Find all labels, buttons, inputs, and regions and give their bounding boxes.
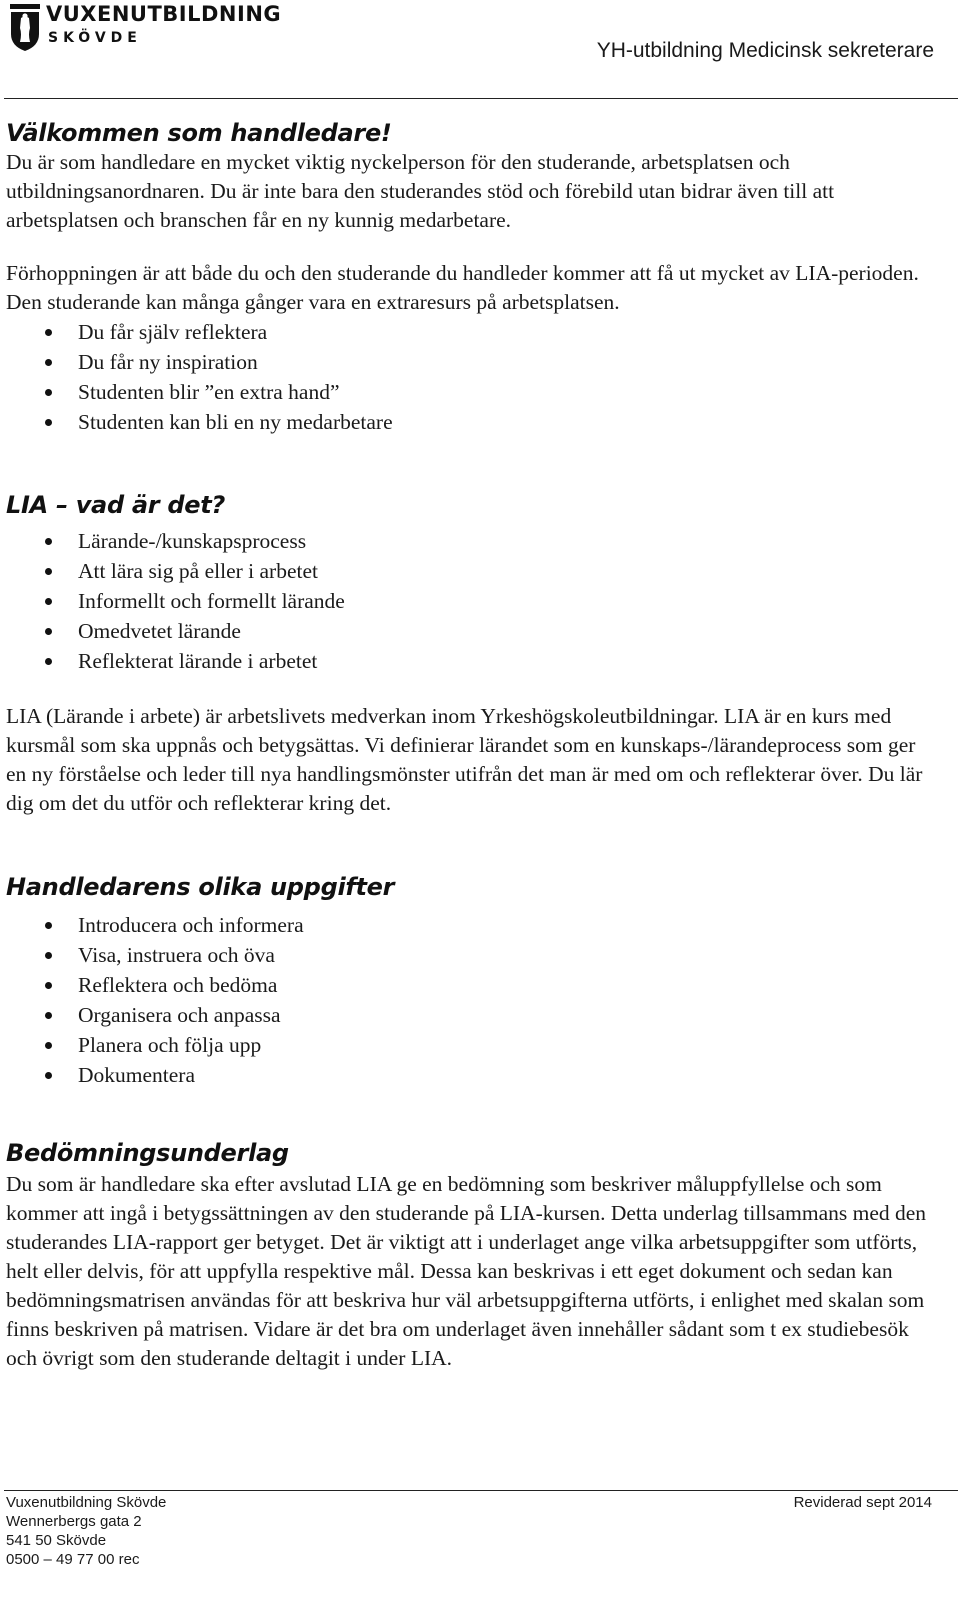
footer-phone: 0500 – 49 77 00 rec bbox=[6, 1551, 140, 1568]
tasks-list bbox=[6, 910, 936, 1090]
list-item: Omedvetet lärande bbox=[6, 616, 936, 646]
list-item: Lärande-/kunskapsprocess bbox=[6, 526, 936, 556]
footer-organization: Vuxenutbildning Skövde bbox=[6, 1494, 167, 1511]
list-item: Att lära sig på eller i arbetet bbox=[6, 556, 936, 586]
footer-divider bbox=[4, 1490, 958, 1491]
list-item: Introducera och informera bbox=[6, 910, 936, 940]
list-item: Du får ny inspiration bbox=[6, 347, 936, 377]
footer-street-address: Wennerbergs gata 2 bbox=[6, 1513, 142, 1530]
list-item: Planera och följa upp bbox=[6, 1030, 936, 1060]
welcome-heading: Välkommen som handledare! bbox=[6, 119, 392, 147]
page-footer bbox=[6, 1493, 932, 1569]
list-item: Visa, instruera och öva bbox=[6, 940, 936, 970]
assessment-paragraph: Du som är handledare ska efter avslutad LIA ge en bedömning som beskriver måluppfyllelse och som kommer att ingå i betygssättningen av den studerande på LIA-kursen. Detta underlag tillsammans med den studerandes LIA-rapport ger betyget. Det är viktigt att i underlaget ange vilka arbetsuppgifter som utförts, helt eller delvis, för att uppfylla respektive mål. Dessa kan beskrivas i ett eget dokument och sedan kan bedömningsmatrisen användas för att beskriva hur väl arbetsuppgifterna utförts, i enlighet med skalan som finns beskriven på matrisen. Vidare är det bra om underlaget även innehåller sådant som t ex studiebesök och övrigt som den studerande deltagit i under LIA. bbox=[6, 1172, 927, 1370]
list-item: Du får själv reflektera bbox=[6, 317, 936, 347]
logo-city: SKÖVDE bbox=[48, 30, 142, 46]
list-item: Studenten kan bli en ny medarbetare bbox=[6, 407, 936, 437]
tasks-heading: Handledarens olika uppgifter bbox=[6, 873, 395, 901]
skovde-kommun-crest-icon bbox=[8, 4, 42, 52]
list-item: Reflekterat lärande i arbetet bbox=[6, 646, 936, 676]
logo-wordmark: VUXENUTBILDNING bbox=[46, 2, 282, 26]
list-item: Reflektera och bedöma bbox=[6, 970, 936, 1000]
list-item: Organisera och anpassa bbox=[6, 1000, 936, 1030]
list-item: Studenten blir ”en extra hand” bbox=[6, 377, 936, 407]
welcome-paragraph-1: Du är som handledare en mycket viktig nyckelperson för den studerande, arbetsplatsen och utbildningsanordnaren. Du är inte bara den studerandes stöd och förebild utan bidrar även till att arbetsplatsen och branschen får en ny kunnig medarbetare. bbox=[6, 150, 835, 232]
benefits-list bbox=[6, 317, 936, 437]
page-header bbox=[0, 0, 960, 100]
lia-list bbox=[6, 526, 936, 676]
lia-heading: LIA – vad är det? bbox=[6, 491, 226, 519]
document-body bbox=[6, 116, 936, 1373]
list-item: Informellt och formellt lärande bbox=[6, 586, 936, 616]
header-divider bbox=[4, 98, 958, 99]
footer-revision-date: Reviderad sept 2014 bbox=[793, 1494, 932, 1511]
footer-postal-address: 541 50 Skövde bbox=[6, 1532, 107, 1549]
assessment-heading: Bedömningsunderlag bbox=[6, 1139, 289, 1167]
program-title: YH-utbildning Medicinsk sekreterare bbox=[596, 39, 934, 62]
list-item: Dokumentera bbox=[6, 1060, 936, 1090]
lia-paragraph: LIA (Lärande i arbete) är arbetslivets medverkan inom Yrkeshögskoleutbildningar. LIA är en kurs med kursmål som ska uppnås och betygsättas. Vi definierar lärandet som en kunskaps-/lärandeprocess som ger en ny förståelse och leder till nya handlingsmönster utifrån det man är med om och reflekterar över. Du lär dig om det du utför och reflekterar kring det. bbox=[6, 704, 923, 815]
vuxenutbildning-logo bbox=[8, 2, 282, 54]
welcome-paragraph-2: Förhoppningen är att både du och den studerande du handleder kommer att få ut mycket av LIA-perioden. Den studerande kan många gånger vara en extraresurs på arbetsplatsen. bbox=[6, 261, 919, 314]
